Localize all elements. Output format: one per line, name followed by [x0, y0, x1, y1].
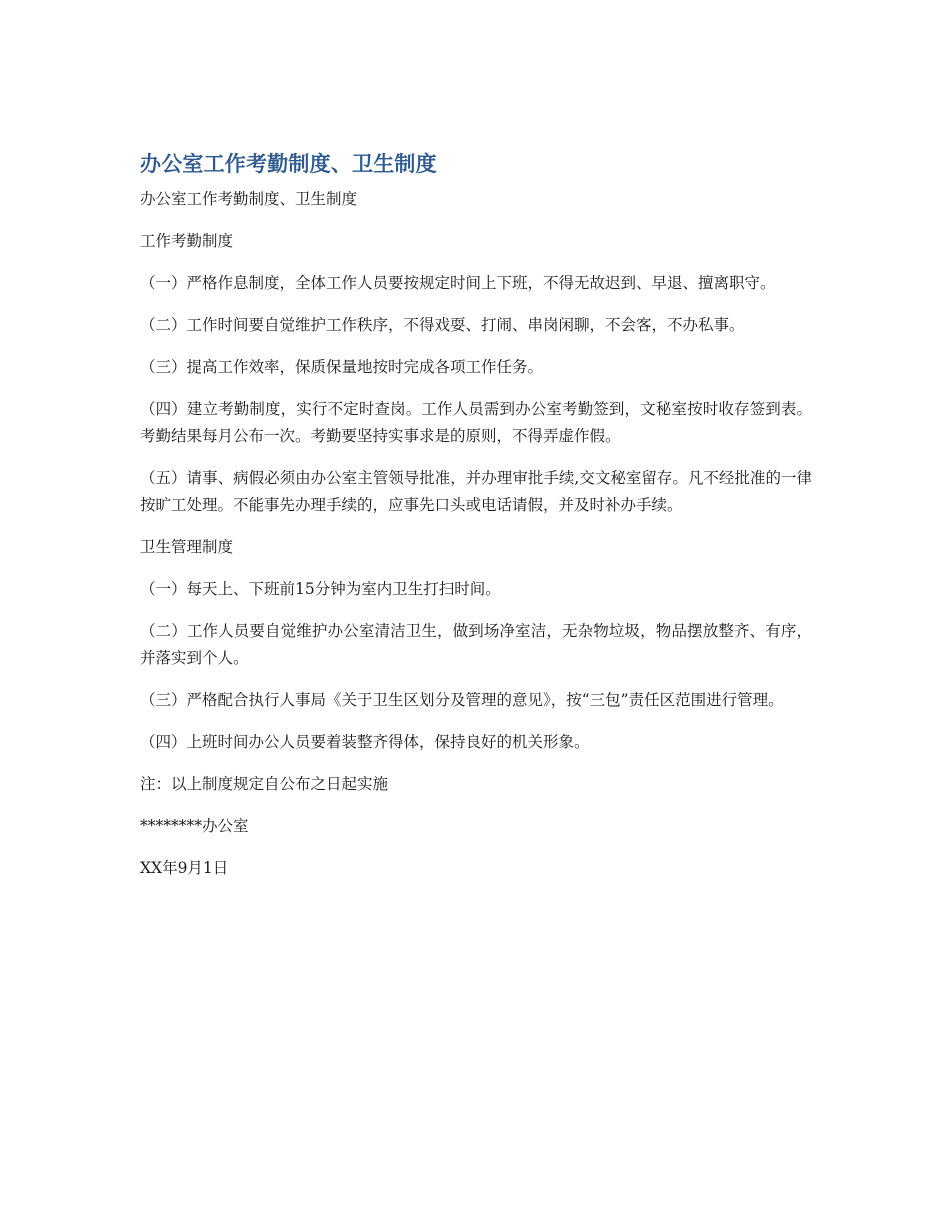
implementation-note: 注：以上制度规定自公布之日起实施 — [140, 775, 389, 793]
document-page — [140, 148, 812, 897]
document-subtitle: 办公室工作考勤制度、卫生制度 — [140, 190, 358, 208]
attendance-item: （一）严格作息制度，全体工作人员要按规定时间上下班，不得无故迟到、早退、擅离职守。 — [140, 274, 776, 292]
issue-date: XX年9月1日 — [140, 859, 229, 877]
hygiene-item: （四）上班时间办公人员要着装整齐得体，保持良好的机关形象。 — [140, 733, 590, 751]
attendance-item: （四）建立考勤制度，实行不定时查岗。工作人员需到办公室考勤签到，文秘室按时收存签到表。考勤结果每月公布一次。考勤要坚持实事求是的原则，不得弄虚作假。 — [140, 400, 812, 445]
hygiene-heading: 卫生管理制度 — [140, 538, 234, 556]
document-title: 办公室工作考勤制度、卫生制度 — [140, 152, 437, 176]
attendance-item: （三）提高工作效率，保质保量地按时完成各项工作任务。 — [140, 358, 544, 376]
hygiene-item: （三）严格配合执行人事局《关于卫生区划分及管理的意见》，按“三包”责任区范围进行管理。 — [140, 691, 784, 709]
attendance-item: （二）工作时间要自觉维护工作秩序，不得戏耍、打闹、串岗闲聊，不会客，不办私事。 — [140, 316, 745, 334]
attendance-item: （五）请事、病假必须由办公室主管领导批准，并办理审批手续,交文秘室留存。凡不经批准的一律按旷工处理。不能事先办理手续的，应事先口头或电话请假，并及时补办手续。 — [140, 469, 812, 514]
hygiene-item: （二）工作人员要自觉维护办公室清洁卫生，做到场净室洁，无杂物垃圾，物品摆放整齐、有序，并落实到个人。 — [140, 622, 812, 667]
hygiene-item: （一）每天上、下班前15分钟为室内卫生打扫时间。 — [140, 580, 501, 598]
issuer-signature: ********办公室 — [140, 817, 249, 835]
attendance-heading: 工作考勤制度 — [140, 232, 234, 250]
